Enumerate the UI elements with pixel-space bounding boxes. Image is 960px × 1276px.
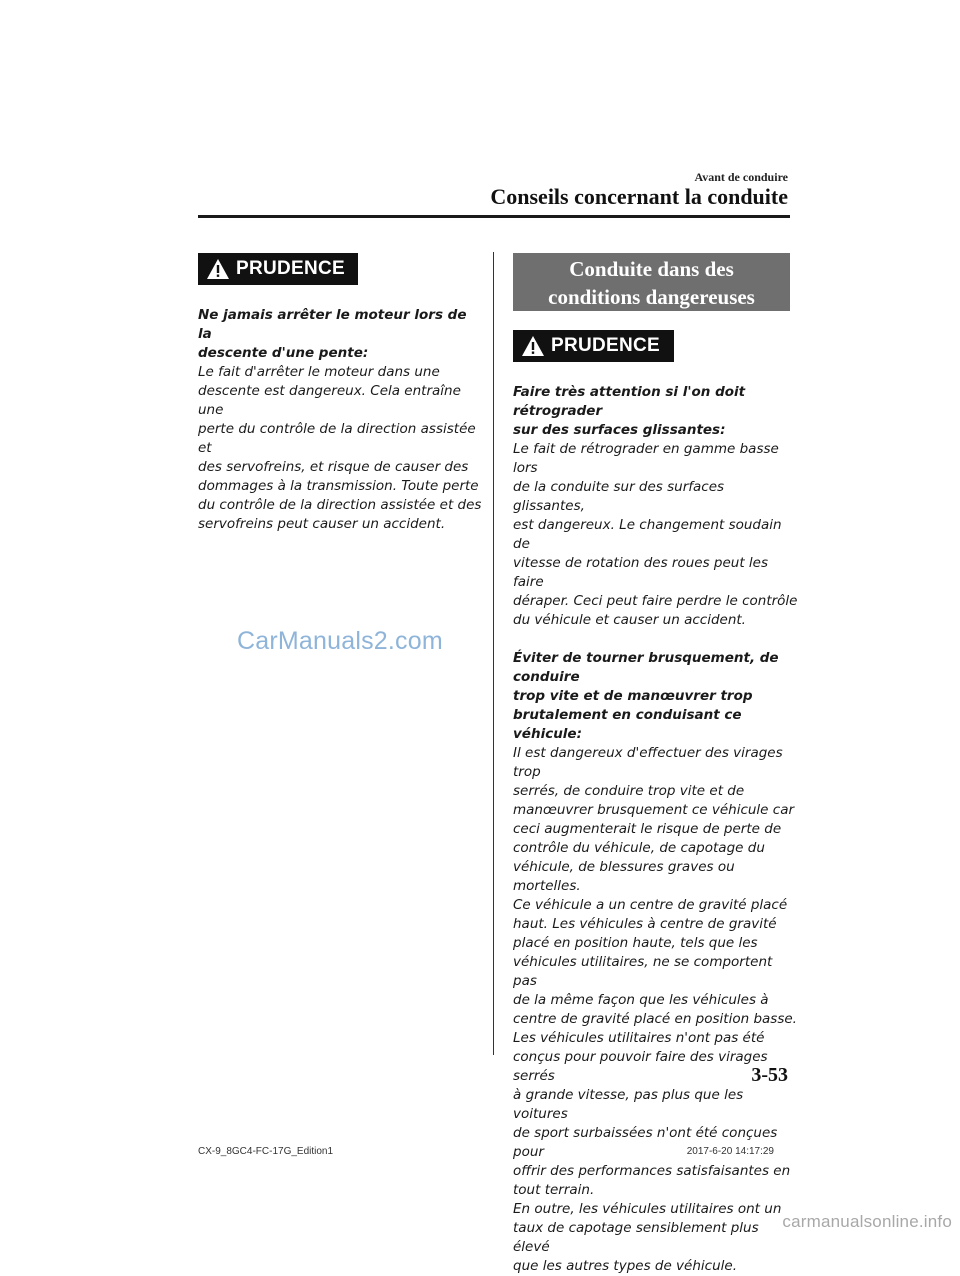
- body-line: à grande vitesse, pas plus que les voitures: [513, 1087, 744, 1122]
- body-line: haut. Les véhicules à centre de gravité: [513, 916, 777, 932]
- body-line: placé en position haute, tels que les: [513, 935, 758, 951]
- section-title-box: [513, 253, 790, 311]
- page-number: 3-53: [751, 1064, 788, 1086]
- warning-triangle-icon: [521, 335, 545, 357]
- caution-heading-line: Ne jamais arrêter le moteur lors de la: [198, 307, 467, 342]
- body-line: Le fait d'arrêter le moteur dans une: [198, 364, 440, 380]
- body-line: En outre, les véhicules utilitaires ont un: [513, 1201, 782, 1217]
- warning-triangle-icon: [206, 258, 230, 280]
- caution-label: PRUDENCE: [551, 335, 661, 356]
- page-header-title: Conseils concernant la conduite: [490, 184, 788, 209]
- body-line: de sport surbaissées n'ont été conçues pour: [513, 1125, 778, 1160]
- site-watermark: carmanualsonline.info: [782, 1212, 952, 1231]
- body-line: dommages à la transmission. Toute perte: [198, 478, 479, 494]
- body-line: Les véhicules utilitaires n'ont pas été: [513, 1030, 765, 1046]
- body-line: de la conduite sur des surfaces glissantes,: [513, 479, 725, 514]
- paragraph-gap: [513, 630, 798, 649]
- body-line: offrir des performances satisfaisantes en: [513, 1163, 791, 1179]
- body-line: serrés, de conduire trop vite et de: [513, 783, 745, 799]
- right-caution-text: [513, 383, 798, 1276]
- caution-heading-line: Faire très attention si l'on doit rétrograder: [513, 384, 746, 419]
- header-section-label: Avant de conduire: [694, 170, 788, 184]
- section-title-line: Conduite dans des: [569, 257, 734, 281]
- caution-heading-line: trop vite et de manœuvrer trop: [513, 688, 753, 704]
- left-caution-text: [198, 306, 483, 534]
- body-line: contrôle du véhicule, de capotage du: [513, 840, 765, 856]
- footer-doc-id: CX-9_8GC4-FC-17G_Edition1: [198, 1146, 334, 1157]
- footer-timestamp: 2017-6-20 14:17:29: [686, 1146, 774, 1157]
- caution-badge-right: [513, 330, 674, 362]
- watermark-carmanuals2: CarManuals2.com: [237, 627, 443, 655]
- body-line: taux de capotage sensiblement plus élevé: [513, 1220, 759, 1255]
- body-line: déraper. Ceci peut faire perdre le contrôle: [513, 593, 798, 609]
- body-line: Le fait de rétrograder en gamme basse lors: [513, 441, 779, 476]
- body-line: manœuvrer brusquement ce véhicule car: [513, 802, 795, 818]
- body-line: descente est dangereux. Cela entraîne une: [198, 383, 461, 418]
- body-line: perte du contrôle de la direction assistée et: [198, 421, 476, 456]
- body-line: ceci augmenterait le risque de perte de: [513, 821, 782, 837]
- body-line: Il est dangereux d'effectuer des virages trop: [513, 745, 783, 780]
- column-divider: [493, 252, 494, 1055]
- section-title-line: conditions dangereuses: [548, 285, 755, 309]
- body-line: de la même façon que les véhicules à: [513, 992, 769, 1008]
- body-line: que les autres types de véhicule.: [513, 1258, 737, 1274]
- caution-heading-line: descente d'une pente:: [198, 345, 369, 361]
- body-line: est dangereux. Le changement soudain de: [513, 517, 782, 552]
- body-line: des servofreins, et risque de causer des: [198, 459, 469, 475]
- body-line: servofreins peut causer un accident.: [198, 516, 446, 532]
- body-line: tout terrain.: [513, 1182, 595, 1198]
- caution-heading-line: brutalement en conduisant ce véhicule:: [513, 707, 742, 742]
- caution-heading-line: Éviter de tourner brusquement, de conduire: [513, 650, 779, 685]
- body-line: véhicule, de blessures graves ou mortelles.: [513, 859, 735, 894]
- body-line: du contrôle de la direction assistée et des: [198, 497, 482, 513]
- caution-heading-line: sur des surfaces glissantes:: [513, 422, 726, 438]
- header-rule: [198, 215, 790, 218]
- body-line: conçus pour pouvoir faire des virages serrés: [513, 1049, 768, 1084]
- caution-badge-left: [198, 253, 358, 285]
- body-line: centre de gravité placé en position basse.: [513, 1011, 797, 1027]
- body-line: véhicules utilitaires, ne se comportent pas: [513, 954, 773, 989]
- body-line: vitesse de rotation des roues peut les faire: [513, 555, 768, 590]
- body-line: Ce véhicule a un centre de gravité placé: [513, 897, 788, 913]
- body-line: du véhicule et causer un accident.: [513, 612, 746, 628]
- caution-label: PRUDENCE: [236, 258, 346, 279]
